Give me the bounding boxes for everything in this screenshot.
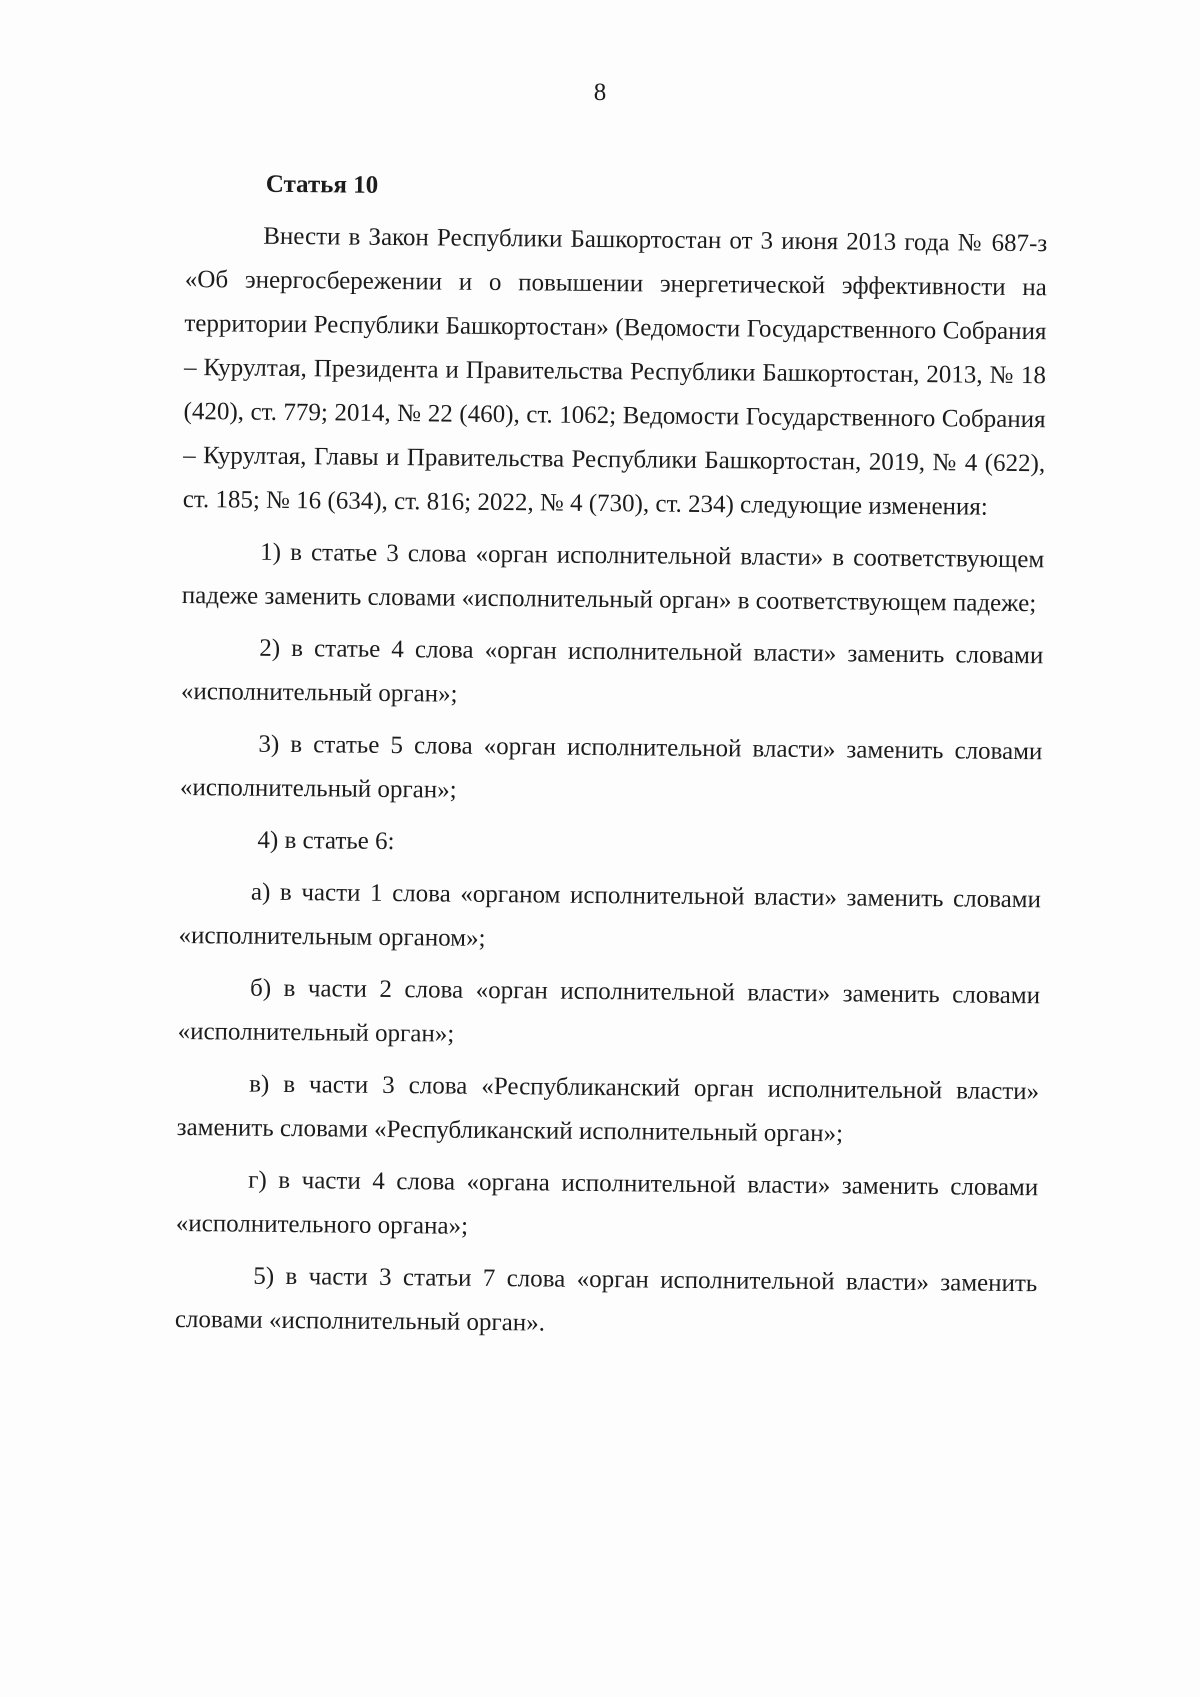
amendment-subitem-b: б) в части 2 слова «орган исполнительной власти» заменить словами «исполнительный орган»; xyxy=(177,974,1041,1048)
amendment-subitem-g: г) в части 4 слова «органа исполнительной власти» заменить словами «исполнительного органа»; xyxy=(175,1166,1039,1240)
amendment-item-4: 4) в статье 6: xyxy=(257,826,395,856)
article-heading: Статья 10 xyxy=(265,170,379,199)
amendment-subitem-v: в) в части 3 слова «Республиканский орган исполнительной власти» заменить словами «Республиканский исполнительный орган»; xyxy=(176,1070,1040,1148)
intro-paragraph: Внести в Закон Республики Башкортостан от 3 июня 2013 года № 687-з «Об энергосбережении и о повышении энергетической эффективности на территории Республики Башкортостан» (Ведомости Государственного Собрания – Курултая, Президента и Правительства Республики Башкортостан, 2013, № 18 (420), ст. 779; 2014, № 22 (460), ст. 1062; Ведомости Государственного Собрания – Курултая, Главы и Правительства Республики Башкортостан, 2019, № 4 (622), ст. 185; № 16 (634), ст. 816; 2022, № 4 (730), ст. 234) следующие изменения: xyxy=(182,222,1048,521)
amendment-item-2: 2) в статье 4 слова «орган исполнительной власти» заменить словами «исполнительный орган»; xyxy=(180,634,1044,708)
article-body xyxy=(175,162,1048,1350)
page-number: 8 xyxy=(593,79,607,106)
amendment-subitem-a: а) в части 1 слова «органом исполнительной власти» заменить словами «исполнительным органом»; xyxy=(178,878,1042,952)
amendment-item-3: 3) в статье 5 слова «орган исполнительной власти» заменить словами «исполнительный орган»; xyxy=(179,730,1043,804)
amendment-item-1: 1) в статье 3 слова «орган исполнительной власти» в соответствующем падеже заменить словами «исполнительный орган» в соответствующем падеже; xyxy=(181,538,1045,618)
amendment-item-5: 5) в части 3 статьи 7 слова «орган исполнительной власти» заменить словами «исполнительный орган». xyxy=(174,1262,1038,1337)
